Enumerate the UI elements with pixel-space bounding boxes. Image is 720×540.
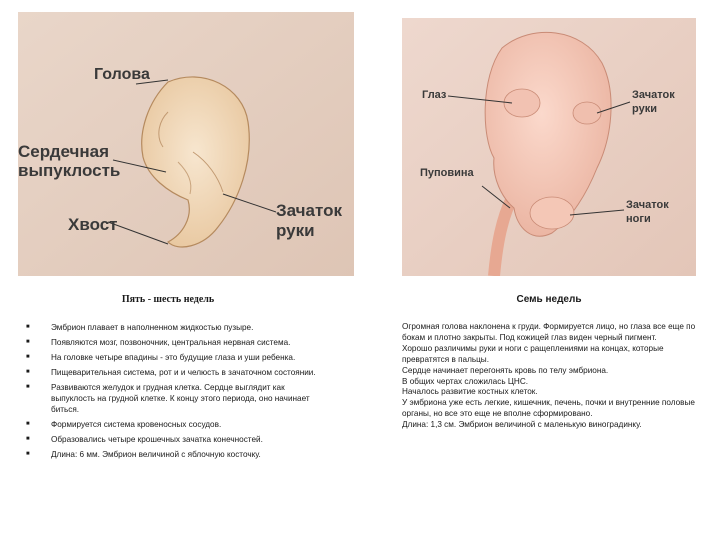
text-line: У эмбриона уже есть легкие, кишечник, печень, почки и внутренние половые органы, но все это еще не вполне сформировано. xyxy=(402,398,695,419)
list-item: ■ Образовались четыре крошечных зачатка конечностей. xyxy=(26,435,263,444)
label-heart-1: Сердечная xyxy=(18,142,110,161)
text-line: Началось развитие костных клеток. xyxy=(402,387,538,397)
label-umbilical: Пуповина xyxy=(420,167,474,179)
label-head: Голова xyxy=(94,66,150,83)
left-facts-list xyxy=(20,322,320,464)
left-caption: Пять - шесть недель xyxy=(121,294,215,305)
label-arm-2: руки xyxy=(632,103,657,115)
embryo-7-weeks-image xyxy=(402,18,696,276)
right-description xyxy=(402,322,698,431)
label-arm-1: Зачаток xyxy=(276,201,342,220)
list-item: ■ На головке четыре впадины - это будущие глаза и уши ребенка. xyxy=(26,353,296,362)
list-item: ■ Длина: 6 мм. Эмбрион величиной с яблочную косточку. xyxy=(26,450,261,459)
text-line: Сердце начинает перегонять кровь по телу эмбриона. xyxy=(402,365,609,375)
bullet-icon: ■ xyxy=(26,354,30,360)
right-caption: Семь недель xyxy=(516,294,582,305)
list-item: ■ Развиваются желудок и грудная клетка. Сердце выглядит как выпуклость на грудной клетке. К концу этого периода, оно начинает биться. xyxy=(26,383,310,414)
bullet-icon: ■ xyxy=(26,369,30,375)
embryo-5-6-weeks-image xyxy=(18,12,354,276)
label-arm-2: руки xyxy=(276,221,315,240)
bullet-icon: ■ xyxy=(26,324,30,330)
list-item: ■ Пищеварительная система, рот и и челюсть в зачаточном состоянии. xyxy=(26,368,316,377)
label-leg-1: Зачаток xyxy=(626,199,669,211)
label-leg-2: ноги xyxy=(626,213,651,225)
bullet-icon: ■ xyxy=(26,421,30,427)
bullet-icon: ■ xyxy=(26,384,30,390)
label-heart-2: выпуклость xyxy=(18,161,121,180)
bullet-icon: ■ xyxy=(26,436,30,442)
text-line: Огромная голова наклонена к груди. Формируется лицо, но глаза все еще по бокам и плотно закрыты. Под кожицей глаз виден черный пигмент. xyxy=(402,322,696,342)
list-item: ■ Эмбрион плавает в наполненном жидкостью пузыре. xyxy=(26,323,254,332)
bullet-icon: ■ xyxy=(26,451,30,457)
text-line: Хорошо различимы руки и ноги с ращеплениями на концах, которые превратятся в пальцы. xyxy=(402,343,664,364)
text-line: В общих чертах сложилась ЦНС. xyxy=(402,376,529,386)
list-item: ■ Формируется система кровеносных сосудов. xyxy=(26,420,222,429)
list-item: ■ Появляются мозг, позвоночник, центральная нервная система. xyxy=(26,338,291,347)
label-tail: Хвост xyxy=(68,215,118,234)
text-line: Длина: 1,3 см. Эмбрион величиной с маленькую виноградинку. xyxy=(402,420,642,430)
bullet-icon: ■ xyxy=(26,339,30,345)
label-arm-1: Зачаток xyxy=(632,89,675,101)
label-eye: Глаз xyxy=(422,89,447,101)
